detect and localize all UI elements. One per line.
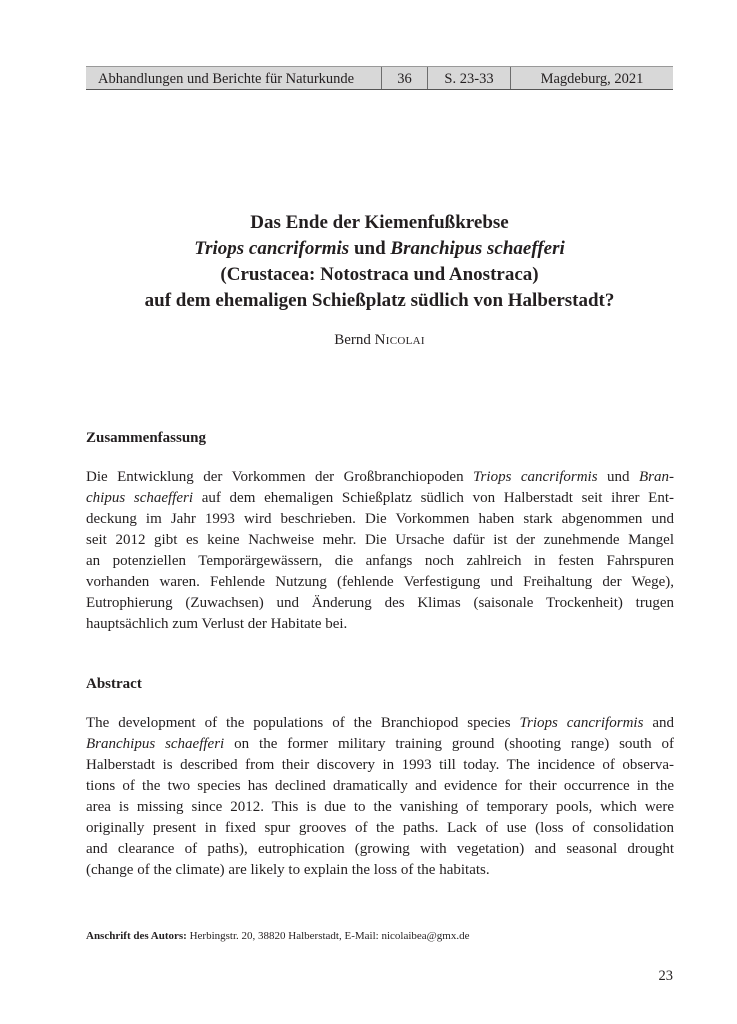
text-line: and clearance of paths), eutrophication (growing with vegetation) and seasonal drought [86, 841, 674, 857]
text-line: an potenziellen Temporärgewässern, die anfangs noch zahlreich in festen Fahrspuren [86, 553, 674, 569]
text-line: tions of the two species has declined dramatically and evidence for their occurrence in the [86, 778, 674, 794]
text-line: hauptsächlich zum Verlust der Habitate bei. [86, 616, 348, 632]
abstract-text [86, 713, 674, 881]
text-line: Halberstadt is described from their discovery in 1993 till today. The incidence of observa- [86, 757, 674, 773]
species-name-branchipus: Branchipus schaefferi [390, 238, 565, 259]
page-range: S. 23-33 [428, 67, 511, 89]
title-line-1: Das Ende der Kiemenfußkrebse [250, 212, 509, 233]
zusammenfassung-text [86, 467, 674, 635]
text-line: deckung im Jahr 1993 wird beschrieben. Die Vorkommen haben stark abgenommen und [86, 511, 674, 527]
volume-number: 36 [382, 67, 428, 89]
journal-name: Abhandlungen und Berichte für Naturkunde [86, 67, 382, 89]
title-line-3: (Crustacea: Notostraca und Anostraca) [220, 264, 539, 285]
text-line: originally present in fixed spur grooves of the paths. Lack of use (loss of consolidation [86, 820, 674, 836]
text-line: seit 2012 gibt es keine Nachweise mehr. Die Ursache dafür ist der zunehmende Mangel [86, 532, 674, 548]
text-line: chipus schaefferi auf dem ehemaligen Schießplatz südlich von Halberstadt seit ihrer Ent- [86, 490, 674, 506]
author-last-name: Nicolai [374, 332, 425, 348]
journal-header-bar [86, 66, 673, 90]
title-line-4: auf dem ehemaligen Schießplatz südlich von Halberstadt? [144, 290, 615, 311]
abstract-heading: Abstract [86, 676, 142, 692]
text-line: The development of the populations of the Branchiopod species Triops cancriformis and [86, 715, 674, 731]
text-line: Branchipus schaefferi on the former military training ground (shooting range) south of [86, 736, 674, 752]
author-address [86, 928, 469, 944]
text-line: area is missing since 2012. This is due to the vanishing of temporary pools, which were [86, 799, 674, 815]
title-conjunction: und [349, 238, 391, 259]
place-year: Magdeburg, 2021 [540, 71, 644, 87]
article-title [86, 210, 673, 314]
author-line [86, 330, 673, 350]
text-line: vorhanden waren. Fehlende Nutzung (fehlende Verfestigung und Freihaltung der Wege), [86, 574, 674, 590]
address-label: Anschrift des Autors: [86, 930, 187, 942]
title-line-2 [86, 236, 673, 262]
address-text: Herbingstr. 20, 38820 Halberstadt, E-Mail: nicolaibea@gmx.de [186, 930, 470, 942]
author-first-name: Bernd [334, 332, 371, 348]
page-number: 23 [658, 968, 673, 984]
species-name-triops: Triops cancriformis [194, 238, 350, 259]
text-line: Die Entwicklung der Vorkommen der Großbranchiopoden Triops cancriformis und Bran- [86, 469, 674, 485]
text-line: Eutrophierung (Zuwachsen) und Änderung des Klimas (saisonale Trockenheit) trugen [86, 595, 674, 611]
text-line: (change of the climate) are likely to explain the loss of the habitats. [86, 862, 490, 878]
zusammenfassung-heading: Zusammenfassung [86, 430, 207, 446]
